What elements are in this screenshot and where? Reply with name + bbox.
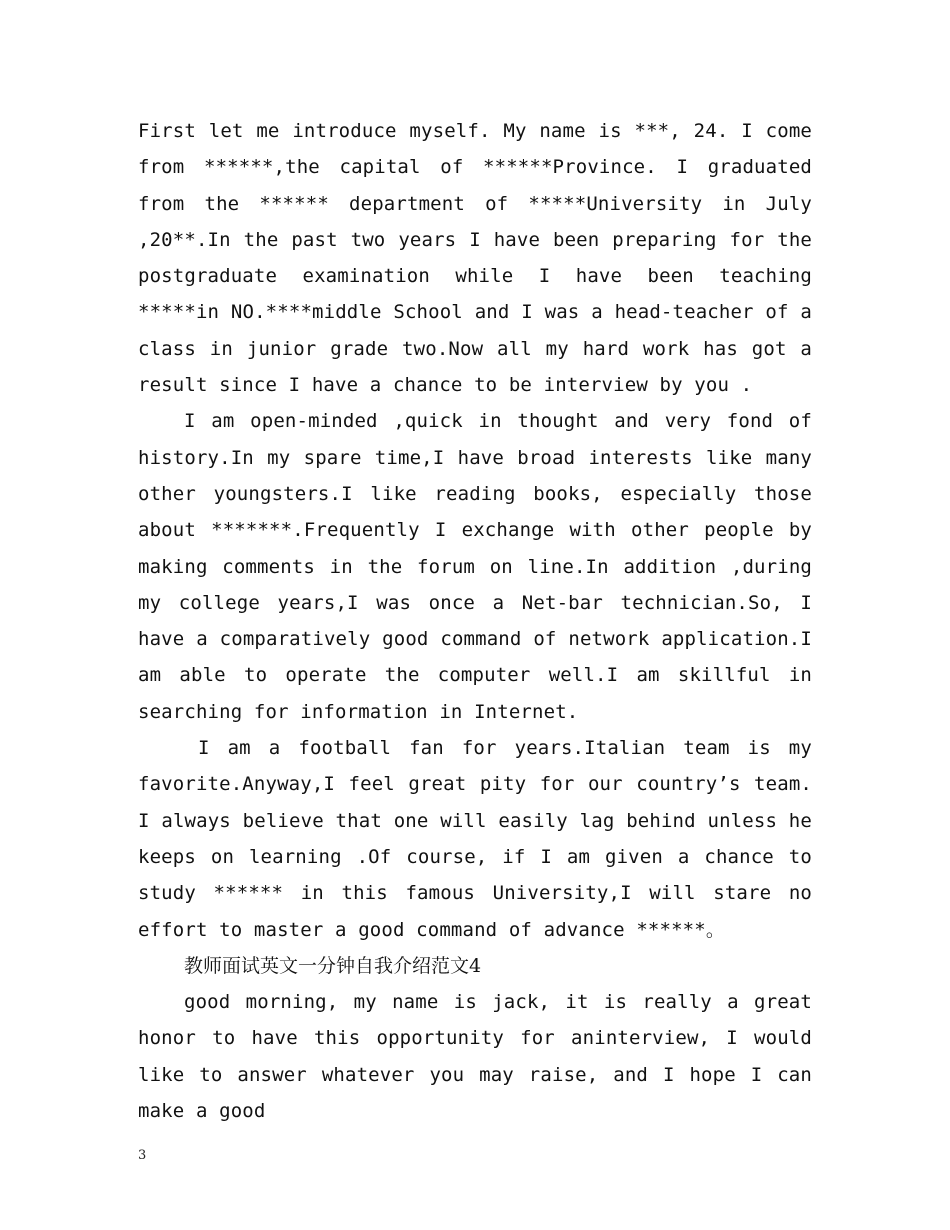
paragraph-closing: good morning, my name is jack, it is really a great honor to have this opportunity for aninterview, I would like to answer whatever you may raise, and I hope I can make a good — [138, 991, 812, 1123]
paragraph-intro: First let me introduce myself. My name is ***, 24. I come from ******,the capital of ******Province. I graduated from the ****** department of *****University in July ,20**.In the past two years I have been preparing for the postgraduate examination while I have been teaching *****in NO.****middle School and I was a head-teacher of a class in junior grade two.Now all my hard work has got a result since I have a chance to be interview by you . — [138, 120, 812, 397]
section-heading: 教师面试英文一分钟自我介绍范文4 — [184, 954, 482, 977]
page-number: 3 — [138, 1148, 147, 1163]
paragraph-football: I am a football fan for years.Italian team is my favorite.Anyway,I feel great pity for our country’s team. I always believe that one will easily lag behind unless he keeps on learning .Of course, if I am given a chance to study ****** in this famous University,I will stare no effort to master a good command of advance ******。 — [138, 737, 812, 941]
paragraph-personality: I am open-minded ,quick in thought and very fond of history.In my spare time,I have broad interests like many other youngsters.I like reading books, especially those about *******.Frequently I exchange with other people by making comments in the forum on line.In addition ,during my college years,I was once a Net-bar technician.So, I have a comparatively good command of network application.I am able to operate the computer well.I am skillful in searching for information in Internet. — [138, 410, 812, 723]
document-body — [138, 113, 812, 1129]
